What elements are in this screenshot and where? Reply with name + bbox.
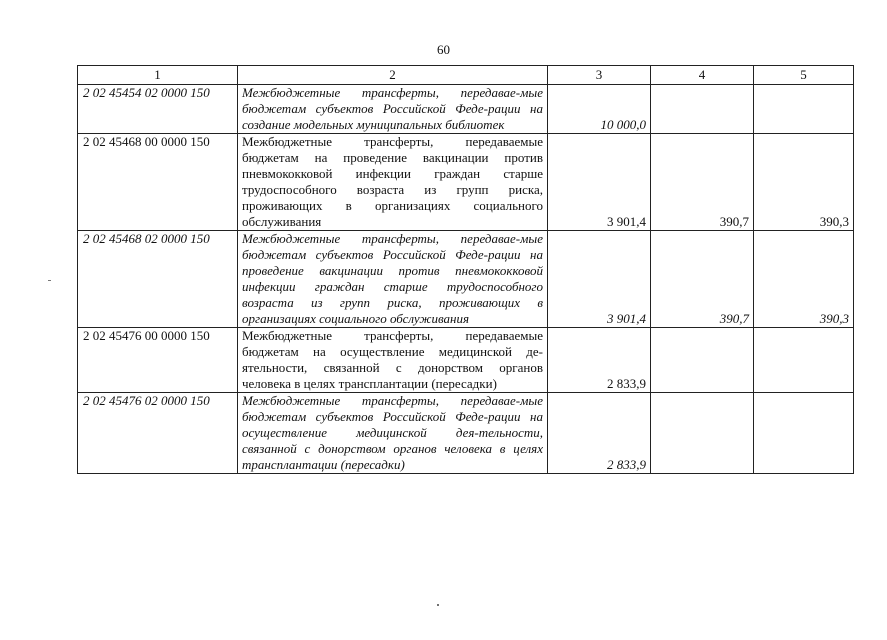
budget-code: 2 02 45454 02 0000 150 bbox=[78, 85, 238, 134]
value-column-5: 390,3 bbox=[754, 134, 854, 231]
value-column-4: 390,7 bbox=[651, 134, 754, 231]
item-description: Межбюджетные трансферты, передавае-мые бюджетам субъектов Российской Феде-рации на проведение вакцинации против пневмококковой инфекции граждан старше трудоспособного возраста из групп риска, проживающих в организациях социального обслуживания bbox=[238, 231, 548, 328]
scan-speck bbox=[48, 280, 51, 281]
budget-code: 2 02 45468 00 0000 150 bbox=[78, 134, 238, 231]
budget-table bbox=[77, 65, 854, 474]
value-column-3: 3 901,4 bbox=[548, 231, 651, 328]
column-header-3: 3 bbox=[548, 66, 651, 85]
page-number: 60 bbox=[437, 42, 450, 57]
value-column-3: 10 000,0 bbox=[548, 85, 651, 134]
value-column-3: 2 833,9 bbox=[548, 393, 651, 474]
budget-code: 2 02 45468 02 0000 150 bbox=[78, 231, 238, 328]
table-row bbox=[78, 328, 854, 393]
value-column-5 bbox=[754, 328, 854, 393]
value-column-4: 390,7 bbox=[651, 231, 754, 328]
value-column-3: 3 901,4 bbox=[548, 134, 651, 231]
header-row bbox=[78, 66, 854, 85]
table-row bbox=[78, 134, 854, 231]
value-column-4 bbox=[651, 85, 754, 134]
item-description: Межбюджетные трансферты, передаваемые бюджетам на осуществление медицинской де-ятельности, связанной с донорством органов человека в целях трансплантации (пересадки) bbox=[238, 328, 548, 393]
column-header-5: 5 bbox=[754, 66, 854, 85]
item-description: Межбюджетные трансферты, передавае-мые бюджетам субъектов Российской Феде-рации на создание модельных муниципальных библиотек bbox=[238, 85, 548, 134]
column-header-2: 2 bbox=[238, 66, 548, 85]
value-column-4 bbox=[651, 393, 754, 474]
column-header-4: 4 bbox=[651, 66, 754, 85]
value-column-4 bbox=[651, 328, 754, 393]
value-column-5 bbox=[754, 393, 854, 474]
scan-speck bbox=[437, 604, 439, 606]
budget-code: 2 02 45476 00 0000 150 bbox=[78, 328, 238, 393]
value-column-5 bbox=[754, 85, 854, 134]
budget-code: 2 02 45476 02 0000 150 bbox=[78, 393, 238, 474]
value-column-3: 2 833,9 bbox=[548, 328, 651, 393]
table-row bbox=[78, 85, 854, 134]
value-column-5: 390,3 bbox=[754, 231, 854, 328]
item-description: Межбюджетные трансферты, передаваемые бюджетам на проведение вакцинации против пневмококковой инфекции граждан старше трудоспособного возраста из групп риска, проживающих в организациях социального обслуживания bbox=[238, 134, 548, 231]
column-header-1: 1 bbox=[78, 66, 238, 85]
table-row bbox=[78, 393, 854, 474]
table-row bbox=[78, 231, 854, 328]
item-description: Межбюджетные трансферты, передавае-мые бюджетам субъектов Российской Феде-рации на осуществление медицинской дея-тельности, связанной с донорством органов человека в целях трансплантации (пересадки) bbox=[238, 393, 548, 474]
